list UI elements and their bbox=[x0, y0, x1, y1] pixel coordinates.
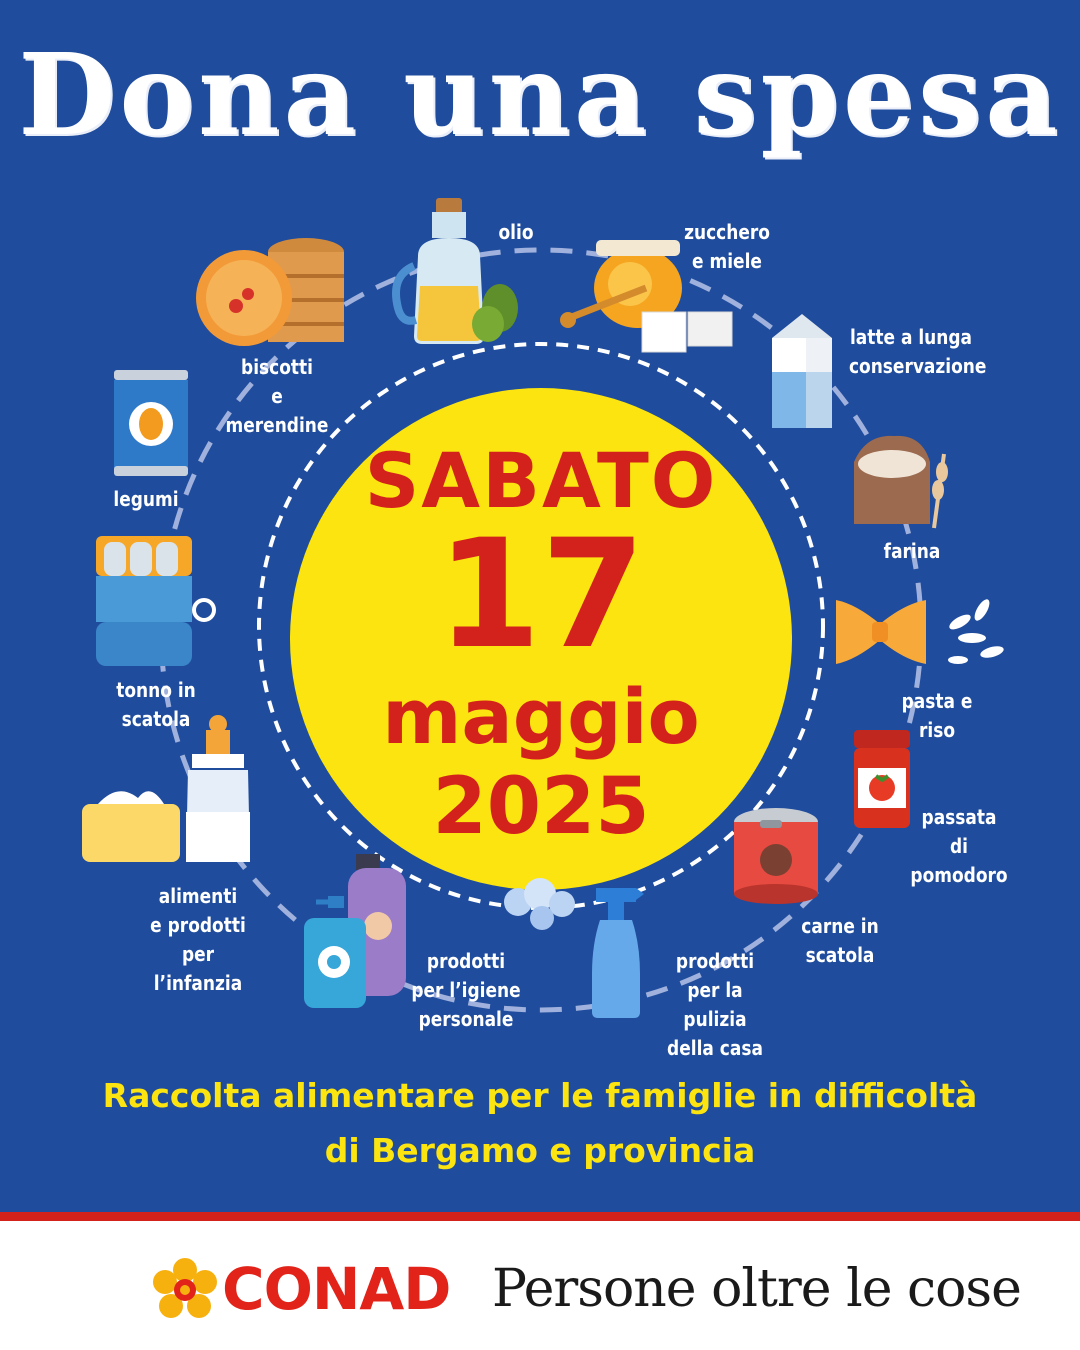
page-title: Dona una spesa bbox=[18, 30, 1062, 161]
label-legumi: legumi bbox=[113, 487, 179, 511]
tomato-jar-icon bbox=[850, 726, 914, 830]
flour-sack-icon bbox=[846, 432, 954, 532]
date-weekday: SABATO bbox=[364, 436, 718, 525]
label-tonno: tonno in scatola bbox=[116, 678, 196, 731]
cookies-icon bbox=[196, 232, 348, 350]
label-passata: passata di pomodoro bbox=[910, 805, 1008, 887]
label-biscotti: biscotti e merendine bbox=[225, 355, 329, 437]
date-month: maggio bbox=[382, 672, 700, 761]
label-pasta: pasta e riso bbox=[901, 689, 973, 742]
tuna-can-icon bbox=[92, 532, 220, 670]
label-pulizia: prodotti per la pulizia della casa bbox=[667, 949, 763, 1060]
label-carne: carne in scatola bbox=[801, 914, 879, 967]
baby-bottle-icon bbox=[78, 712, 254, 868]
date-year: 2025 bbox=[432, 762, 650, 852]
conad-flower-logo bbox=[153, 1258, 217, 1322]
label-zucchero: zucchero e miele bbox=[684, 220, 770, 273]
label-latte: latte a lunga conservazione bbox=[848, 325, 987, 378]
soap-dispenser-icon bbox=[298, 852, 414, 1012]
label-infanzia: alimenti e prodotti per l’infanzia bbox=[150, 884, 246, 995]
meat-can-icon bbox=[730, 806, 822, 906]
conad-brand: CONAD bbox=[222, 1255, 451, 1323]
subtitle-line-1: Raccolta alimentare per le famiglie in difficoltà bbox=[102, 1076, 978, 1115]
milk-carton-icon bbox=[766, 312, 838, 432]
date-day: 17 bbox=[436, 508, 646, 682]
label-olio: olio bbox=[498, 220, 534, 244]
label-igiene: prodotti per l’igiene personale bbox=[411, 949, 521, 1031]
brand-tagline: Persone oltre le cose bbox=[492, 1259, 1021, 1319]
soap-bubbles-icon bbox=[500, 872, 584, 934]
bean-can-icon bbox=[110, 366, 192, 478]
pasta-icon bbox=[832, 594, 1004, 674]
subtitle bbox=[0, 1068, 1080, 1178]
subtitle-line-2: di Bergamo e provincia bbox=[324, 1131, 756, 1170]
spray-bottle-icon bbox=[586, 884, 646, 1020]
red-divider bbox=[0, 1212, 1080, 1221]
label-farina: farina bbox=[883, 539, 941, 563]
